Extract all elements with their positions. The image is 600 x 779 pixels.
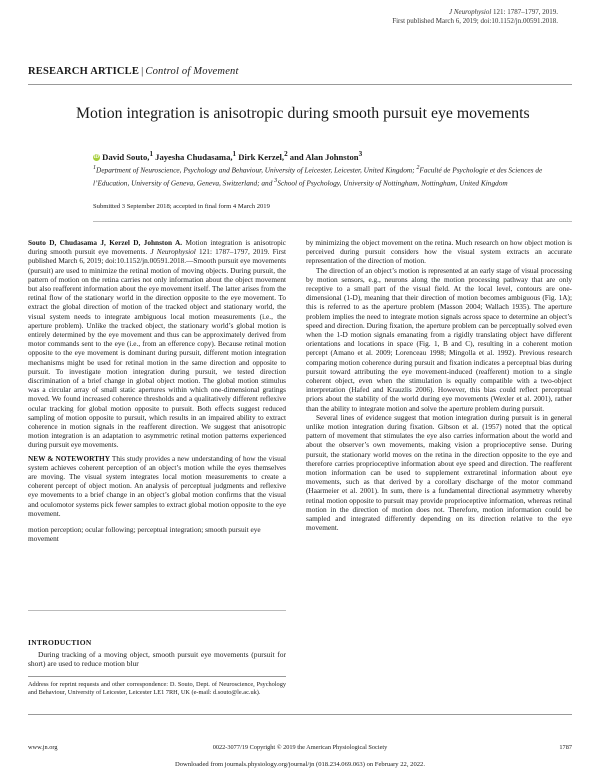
- body-paragraph: by minimizing the object movement on the retina. Much research on how object motion is perceived during pursuit considers how the visual system extracts an accurate representation of the direction of motion.: [306, 238, 572, 266]
- abstract-column: [28, 238, 286, 544]
- affiliation-sup: 2: [416, 165, 420, 171]
- new-noteworthy-label: NEW & NOTEWORTHY: [28, 453, 110, 463]
- author-affiliation-sup: 1: [149, 150, 154, 158]
- journal-header: [392, 8, 558, 25]
- new-noteworthy-text: This study provides a new understanding of how the visual system achieves coherent perception of an object’s motion while the eyes themselves are moving. The visual system integrates local motion measurements to create a coherent percept of object motion. An analysis of perceptual judgments and reflexive eye movements to a brief change in an object’s global motion confirms that the visual and oculomotor systems pick fewer samples to extract global motion opposite to the eye movement.: [28, 453, 286, 518]
- author-affiliation-sup: 2: [284, 150, 288, 158]
- body-paragraph: The direction of an object’s motion is represented at an early stage of visual processing by motion sensors, e.g., neurons along the motion processing pathway that are only receptive to a small part of the visual field. At the local level, contours are one-dimensional (1-D), meaning that their direction of motion becomes ambiguous (Fig. 1A); this is referred to as the aperture problem (Masson 2004; Wallach 1935). The aperture problem implies the need to integrate motion signals across space to determine an object’s speed and direction. During fixation, the aperture problem can be perceptually solved even when the 1-D motion signals emanating from a rigidly translating object have different orientations and locations in space (Fig. 1, B and C), resulting in a coherent motion percept (Amano et al. 2009; Lorenceau 1998; Mingolla et al. 1992). Previous research comparing motion coherence during pursuit and fixation indicates a perceptual bias during pursuit toward attributing the eye movement-induced (reafferent) motion to a single coherent object, even when the stimulation is equally compatible with a two-object interpretation (Hafed and Krauzlis 2006). However, this bias could reflect perceptual priors about the stability of the world during eye movements (Wexler et al. 2001), rather than the ability to integrate motion and solve the aperture problem during pursuit.: [306, 265, 572, 413]
- introduction-heading: INTRODUCTION: [28, 638, 92, 647]
- introduction-text: During tracking of a moving object, smooth pursuit eye movements (pursuit for short) are used to reduce motion blur: [28, 650, 286, 669]
- affiliation-sup: 3: [274, 177, 278, 184]
- keywords: motion perception; ocular following; perceptual integration; smooth pursuit eye movement: [28, 525, 261, 544]
- footer-divider: [28, 714, 572, 715]
- article-type-label: RESEARCH ARTICLE: [28, 66, 140, 77]
- affiliation: Faculté de Psychologie et des Sciences de l’Education, University of Geneva, Geneva, Switzerland; and: [93, 165, 543, 188]
- orcid-icon[interactable]: iD: [94, 155, 99, 161]
- citation-authors: Souto D, Chudasama J, Kerzel D, Johnston A.: [28, 238, 183, 247]
- author-name: Dirk Kerzel,: [236, 151, 285, 162]
- journal-name: J Neurophysiol: [448, 8, 492, 16]
- body-column: [306, 238, 572, 533]
- journal-citation: 121: 1787–1797, 2019.: [493, 8, 558, 16]
- publication-info: First published March 6, 2019; doi:10.1152/jn.00591.2018.: [392, 16, 558, 25]
- abstract-body: —Smooth pursuit eye movements (pursuit) are used to minimize the retinal motion of moving objects. During pursuit, the pattern of motion on the retina carries not only information about the object movement but also reafferent information about the eye movement itself. The latter arises from the retinal flow of the stationary world in the direction opposite to the eye movement. To extract the global direction of motion of the tracked object and stationary world, the visual system needs to integrate ambiguous local motion measurements (i.e., the aperture problem). Unlike the tracked object, the stationary world’s global motion is entirely determined by the eye movement and thus can be approximately derived from motor commands sent to the eye (i.e., from an efference copy). Because retinal motion opposite to the eye movement is dominant during pursuit, different motion integration mechanisms might be used for retinal motion in the same direction and opposite to pursuit. To investigate motion integration during pursuit, we tested direction discrimination of a brief change in global object motion. The global motion stimulus was a circular array of small static apertures within which one-dimensional gratings moved. We found increased coherence thresholds and a qualitatively different reflexive ocular tracking for global motion opposite to pursuit. Both effects suggest reduced sampling of motion opposite to pursuit, which results in an impaired ability to extract coherence in motion signals in the reafferent direction. We suggest that anisotropic motion integration is an adaptation to asymmetric retinal motion patterns experienced during pursuit eye movements.: [28, 256, 286, 450]
- author-name: and Alan Johnston: [287, 151, 359, 162]
- citation-title: Motion integration is anisotropic during smooth pursuit eye movements.: [28, 238, 287, 257]
- journal-url[interactable]: www.jn.org: [28, 744, 58, 751]
- download-notice: Downloaded from journals.physiology.org/journal/jn (018.234.069.063) on February 22, 2022.: [175, 761, 425, 768]
- page-number: 1787: [559, 744, 572, 751]
- affiliations: [93, 163, 573, 188]
- keywords-divider: [28, 610, 286, 611]
- affiliation-sup: 1: [93, 165, 97, 171]
- article-type-separator: |: [141, 66, 144, 77]
- author-affiliation-sup: 1: [232, 150, 237, 158]
- citation-details: 121: 1787–1797, 2019. First published March 6, 2019; doi:10.1152/jn.00591.2018.: [28, 247, 286, 266]
- author-affiliation-sup: 3: [358, 150, 363, 158]
- article-title: Motion integration is anisotropic during smooth pursuit eye movements: [76, 105, 530, 122]
- body-paragraph: Several lines of evidence suggest that motion integration during pursuit is in general unlike motion integration during fixation. Gibson et al. (1957) noted that the optical pattern of movement that stimulates the eye also carries information about the world and about the observer’s own movements, making vision a proprioceptive sense. During pursuit, the stationary world moves on the retina in the direction opposite to the eye and therefore carries proprioceptive information about eye speed and direction. The reafferent motion information can be used to supplement extraretinal information about eye movements, such as that derived by a corollary discharge of the motor command (Haarmeier et al. 2001). In sum, there is a fundamental directional asymmetry whereby retinal motion opposite to pursuit may provide proprioceptive information, whereas retinal motion in the direction of motion does not. Therefore, motion information could be sampled and integrated differently depending on its direction relative to the eye movement.: [306, 412, 572, 533]
- header-divider: [28, 84, 572, 85]
- citation-journal: J Neurophysiol: [150, 247, 196, 257]
- correspondence: Address for reprint requests and other correspondence: D. Souto, Dept. of Neuroscience, Psychology and Behaviour, University of Leicester, Leicester LE1 7RH, UK (e-mail: d.souto@le.ac.uk).: [28, 681, 286, 696]
- article-section: Control of Movement: [145, 66, 239, 77]
- affiliation: Department of Neuroscience, Psychology and Behaviour, University of Leicester, Leicester, United Kingdom;: [96, 165, 417, 175]
- author-name: Jayesha Chudasama,: [153, 151, 233, 162]
- author-list: [93, 150, 362, 162]
- abstract: [28, 238, 286, 450]
- affiliation: School of Psychology, University of Nottingham, Nottingham, United Kingdom: [277, 178, 508, 188]
- correspondence-divider: [28, 676, 286, 677]
- copyright-line: 0022-3077/19 Copyright © 2019 the American Physiological Society: [212, 744, 388, 751]
- article-type: [28, 66, 239, 77]
- new-noteworthy: [28, 454, 286, 518]
- author-name: David Souto,: [102, 151, 150, 162]
- submission-divider: [93, 221, 572, 222]
- submission-dates: Submitted 3 September 2018; accepted in final form 4 March 2019: [93, 203, 270, 210]
